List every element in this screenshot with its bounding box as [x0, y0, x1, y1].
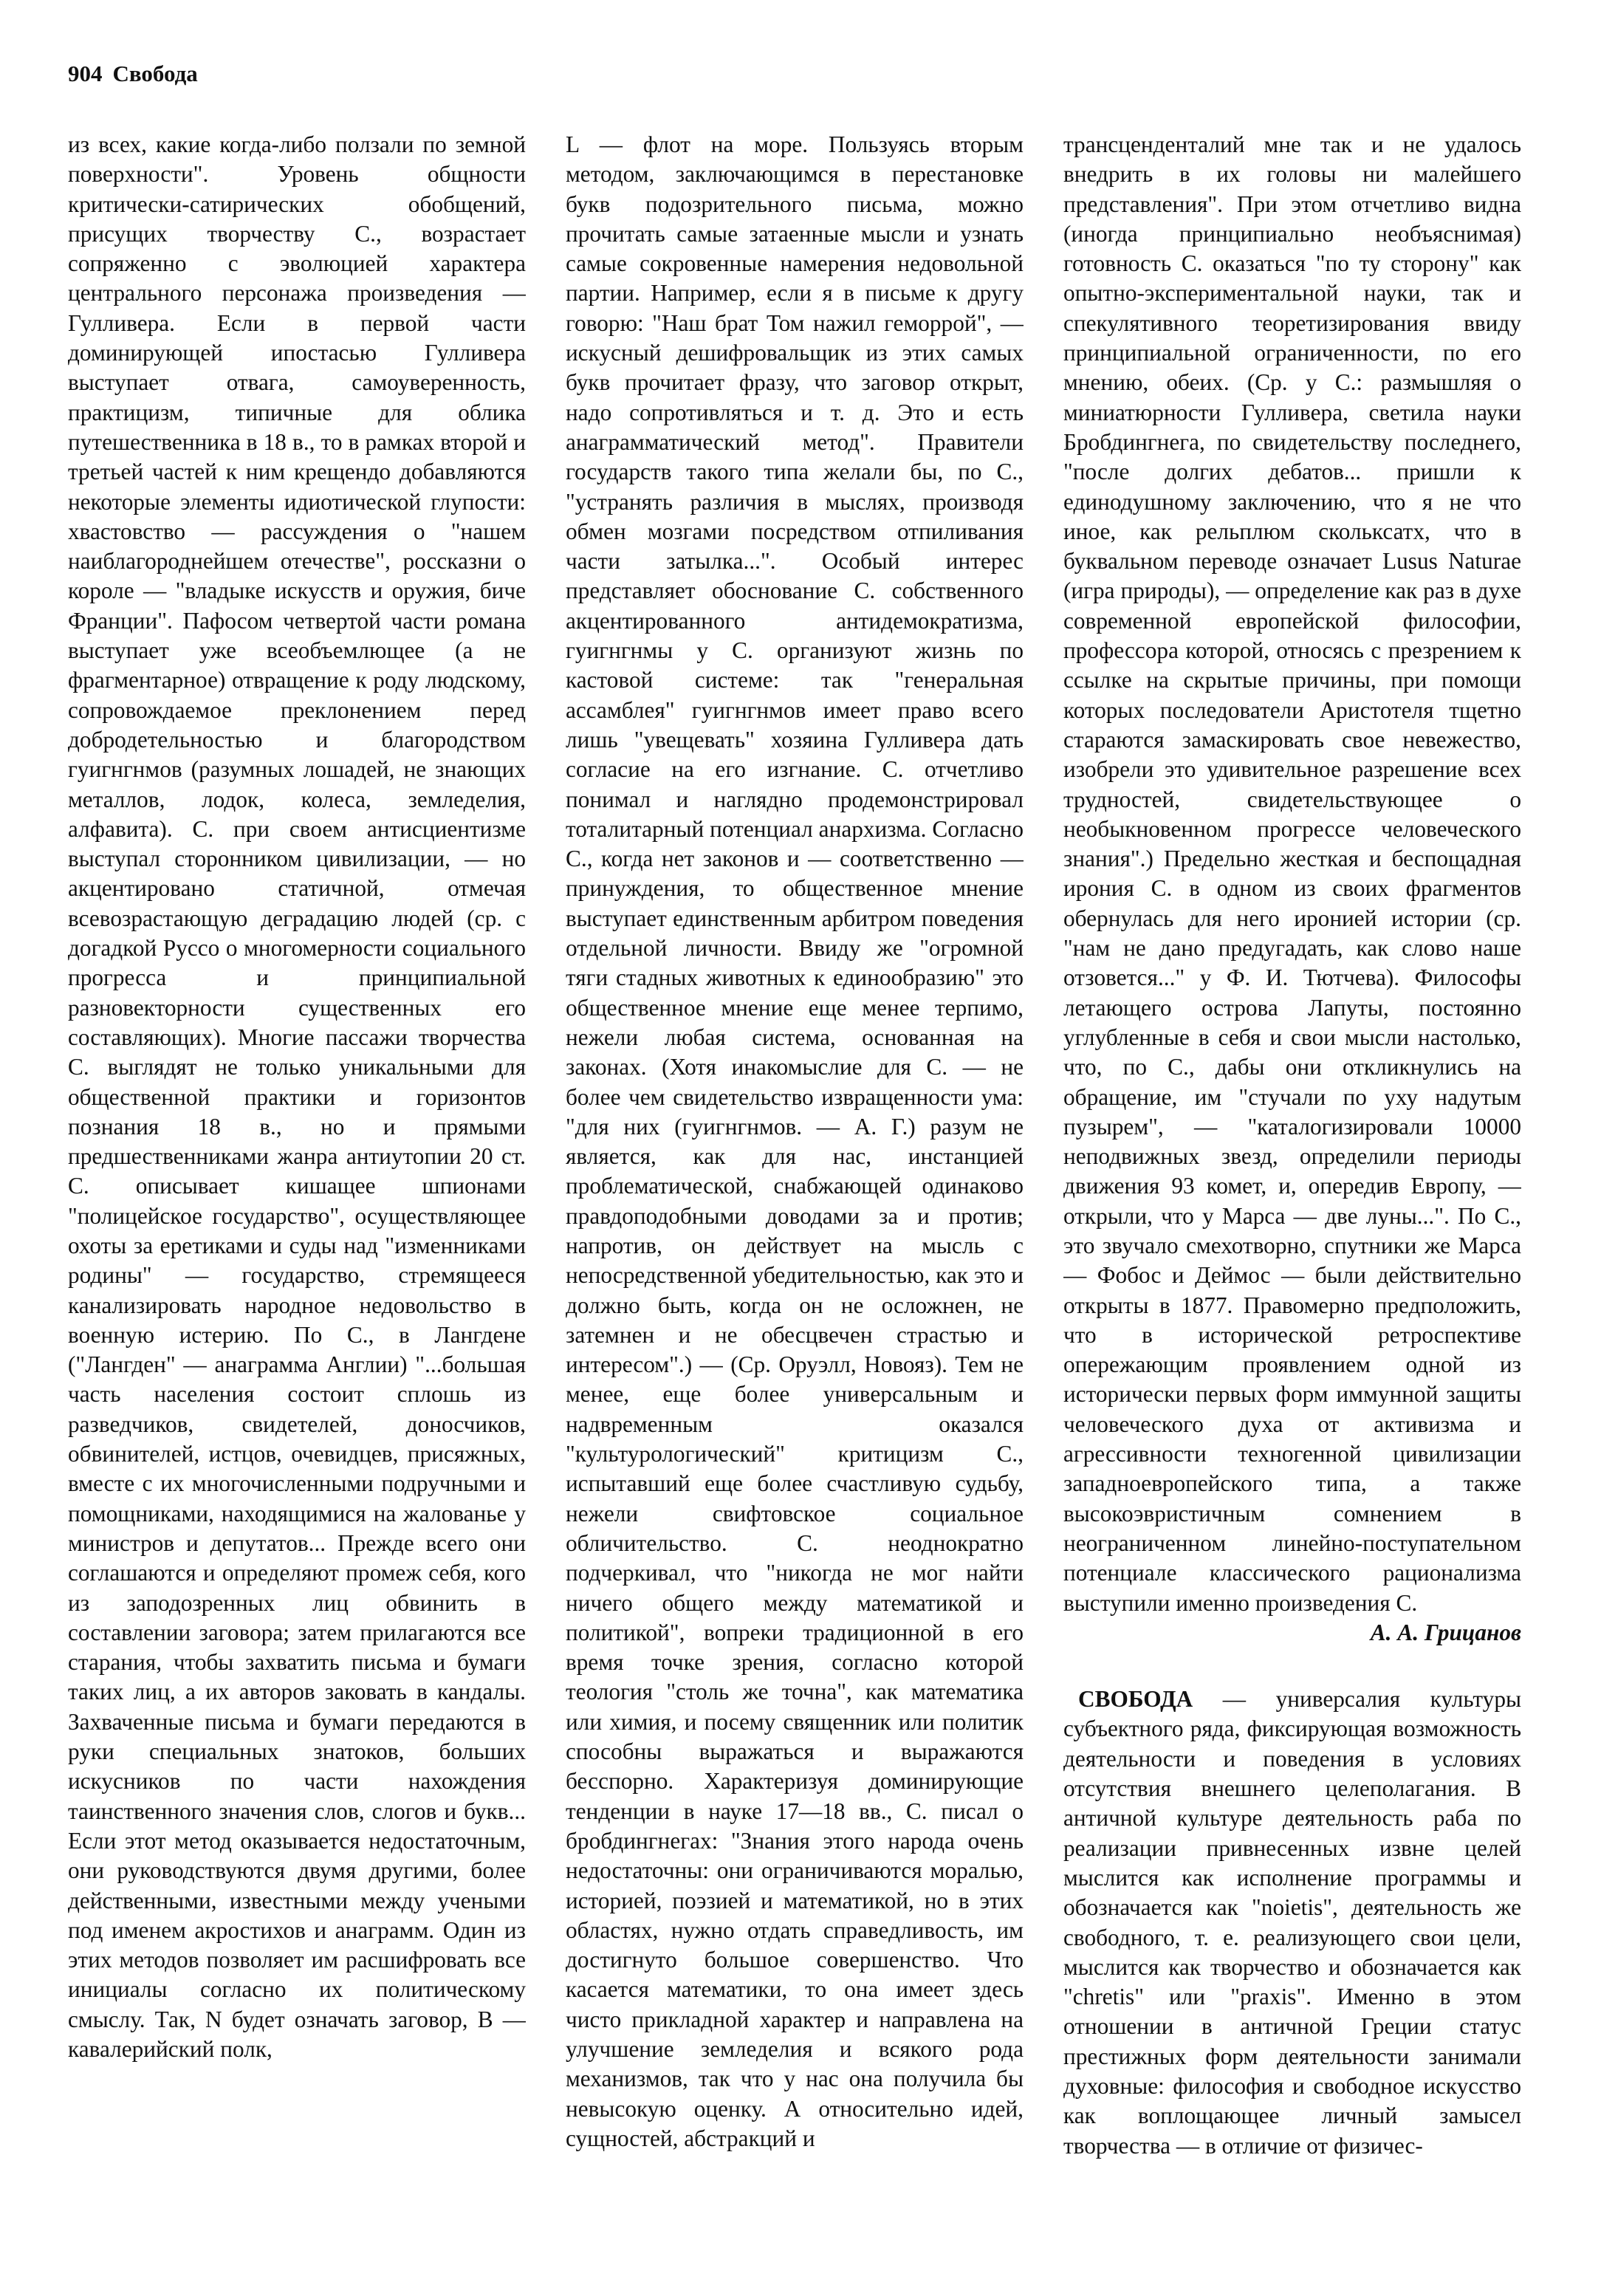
column-text: из всех, какие когда-либо ползали по земной поверхности". Уровень общности критически-сатирических обобщений, присущих творчеству С., возрастает сопряженно с эволюцией характера центрального персонажа произведения — Гулливера. Если в первой части доминирующей ипостасью Гулливера выступает отвага, самоуверенность, практицизм, типичные для облика путешественника в 18 в., то в рамках второй и третьей частей к ним крещендо добавляются некоторые элементы идиотической глупости: хвастовство — рассуждения о "нашем наиблагороднейшем отечестве", россказни о короле — "владыке искусств и оружия, биче Франции". Пафосом четвертой части романа выступает уже всеобъемлющее (а не фрагментарное) отвращение к роду людскому, сопровождаемое преклонением перед добродетельностью и благородством гуигнгнмов (разумных лошадей, не знающих металлов, лодок, колеса, земледелия, алфавита). С. при своем антисциентизме выступал сторонником цивилизации, — но акцентировано статичной, отмечая всевозрастающую деградацию людей (ср. с догадкой Руссо о многомерности социального прогресса и принципиальной разновекторности существенных его составляющих). Многие пассажи творчества С. выглядят не только уникальными для общественной практики и горизонтов познания 18 в., но и прямыми предшественниками жанра антиутопии 20 ст. С. описывает кишащее шпионами "полицейское государство", осуществляющее охоты за еретиками и суды над "изменниками родины" — государство, стремящееся канализировать народное недовольство в военную истерию. По С., в Лангдене ("Лангден" — анаграмма Англии) "...большая часть населения состоит сплошь из разведчиков, свидетелей, доносчиков, обвинителей, истцов, очевидцев, присяжных, вместе с их многочисленными подручными и помощниками, находящимися на жалованье у министров и депутатов... Прежде всего они соглашаются и определяют промеж себя, кого из заподозренных лиц обвинить в составлении заговора; затем прилагаются все старания, чтобы захватить письма и бумаги таких лиц, а их авторов заковать в кандалы. Захваченные письма и бумаги передаются в руки специальных знатоков, больших искусников по части нахождения таинственного значения слов, слогов и букв... Если этот метод оказывается недостаточным, они руководствуются двумя другими, более действенными, известными между учеными под именем акростихов и анаграмм. Один из этих методов позволяет им расшифровать все инициалы согласно их политическому смыслу. Так, N будет означать заговор, B — кавалерийский полк,	[68, 131, 526, 2062]
article-author: А. А. Грицанов	[1370, 1619, 1521, 1645]
page-number: 904	[68, 61, 103, 86]
entry-text: — универсалия культуры субъектного ряда, фиксирующая возможность деятельности и поведения в условиях отсутствия внешнего целеполагания. В античной культуре деятельность раба по реализации привнесенных извне целей мыслится как исполнение программы и обозначается как "noietis", деятельность же свободного, т. е. реализующего свои цели, мыслится как творчество и обозначается как "chretis" или "praxis". Именно в этом отношении в античной Греции статус престижных форм деятельности занимали духовные: философия и свободное искусство как воплощающее личный замысел творчества — в отличие от физичес-	[1063, 1686, 1521, 2159]
entry-term: СВОБОДА	[1078, 1686, 1193, 1713]
text-column-left	[68, 130, 526, 2242]
entry-paragraph	[1063, 1685, 1521, 2161]
column-text: трансценденталий мне так и не удалось внедрить в их головы ни малейшего представления". При этом отчетливо видна (иногда принципиально необъяснимая) готовность С. оказаться "по ту сторону" как опытно-экспериментальной науки, так и спекулятивного теоретизирования ввиду принципиальной ограниченности, по его мнению, обеих. (Ср. у С.: размышляя о миниатюрности Гулливера, светила науки Бробдингнега, по свидетельству последнего, "после долгих дебатов... пришли к единодушному заключению, что я не что иное, как рельплюм скольксатх, что в буквальном переводе означает Lusus Naturae (игра природы), — определение как раз в духе современной европейской философии, профессора которой, относясь с презрением к ссылке на скрытые причины, при помощи которых последователи Аристотеля тщетно стараются замаскировать свое невежество, изобрели это удивительное разрешение всех трудностей, свидетельствующее о необыкновенном прогрессе человеческого знания".) Предельно жесткая и беспощадная ирония С. в одном из своих фрагментов обернулась для него иронией истории (ср. "нам не дано предугадать, как слово наше отзовется..." у Ф. И. Тютчева). Философы летающего острова Лапуты, постоянно углубленные в себя и свои мысли настолько, что, по С., дабы они откликнулись на обращение, им "стучали по уху надутым пузырем", — "каталогизировали 10000 неподвижных звезд, определили периоды движения 93 комет, и, опередив Европу, — открыли, что у Марса — две луны...". По С., это звучало смехотворно, спутники же Марса — Фобос и Деймос — были действительно открыты в 1877. Правомерно предположить, что в исторической ретроспективе опережающим проявлением одной из исторически первых форм иммунной защиты человеческого духа от активизма и агрессивности техногенной цивилизации западноевропейского типа, а также высокоэвристичным сомнением в неограниченном линейно-поступательном потенциале классического рационализма выступили именно произведения С.	[1063, 131, 1521, 1616]
text-column-right	[1063, 130, 1521, 2242]
running-title: Свобода	[112, 61, 198, 86]
text-column-middle	[566, 130, 1024, 2242]
running-header	[68, 61, 198, 93]
column-text: L — флот на море. Пользуясь вторым методом, заключающимся в перестановке букв подозрительного письма, можно прочитать самые затаенные мысли и узнать самые сокровенные намерения недовольной партии. Например, если я в письме к другу говорю: "Наш брат Том нажил геморрой", — искусный дешифровальщик из этих самых букв прочитает фразу, что заговор открыт, надо сопротивляться и т. д. Это и есть анаграмматический метод". Правители государств такого типа желали бы, по С., "устранять различия в мыслях, производя обмен мозгами посредством отпиливания части затылка...". Особый интерес представляет обоснование С. собственного акцентированного антидемократизма, гуигнгнмы у С. организуют жизнь по кастовой системе: так "генеральная ассамблея" гуигнгнмов имеет право всего лишь "увещевать" хозяина Гулливера дать согласие на его изгнание. С. отчетливо понимал и наглядно продемонстрировал тоталитарный потенциал анархизма. Согласно С., когда нет законов и — соответственно — принуждения, то общественное мнение выступает единственным арбитром поведения отдельной личности. Ввиду же "огромной тяги стадных животных к единообразию" это общественное мнение еще менее терпимо, нежели любая система, основанная на законах. (Хотя инакомыслие для С. — не более чем свидетельство извращенности ума: "для них (гуигнгнмов. — А. Г.) разум не является, как для нас, инстанцией проблематической, снабжающей одинаково правдоподобными доводами за и против; напротив, он действует на мысль с непосредственной убедительностью, как это и должно быть, когда он не осложнен, не затемнен и не обесцвечен страстью и интересом".) — (Ср. Оруэлл, Новояз). Тем не менее, еще более универсальным и надвременным оказался "культурологический" критицизм С., испытавший еще более счастливую судьбу, нежели свифтовское социальное обличительство. С. неоднократно подчеркивал, что "никогда не мог найти ничего общего между математикой и политикой", вопреки традиционной в его время точке зрения, согласно которой теология "столь же точна", как математика или химия, и посему священник или политик способны выражаться и выражаются бесспорно. Характеризуя доминирующие тенденции в науке 17—18 вв., С. писал о бробдингнегах: "Знания этого народа очень недостаточны: они ограничиваются моралью, историей, поэзией и математикой, но в этих областях, нужно отдать справедливость, им достигнуто большое совершенство. Что касается математики, то она имеет здесь чисто прикладной характер и направлена на улучшение земледелия и всякого рода механизмов, так что у нас она получила бы невысокую оценку. А относительно идей, сущностей, абстракций и	[566, 131, 1024, 2151]
